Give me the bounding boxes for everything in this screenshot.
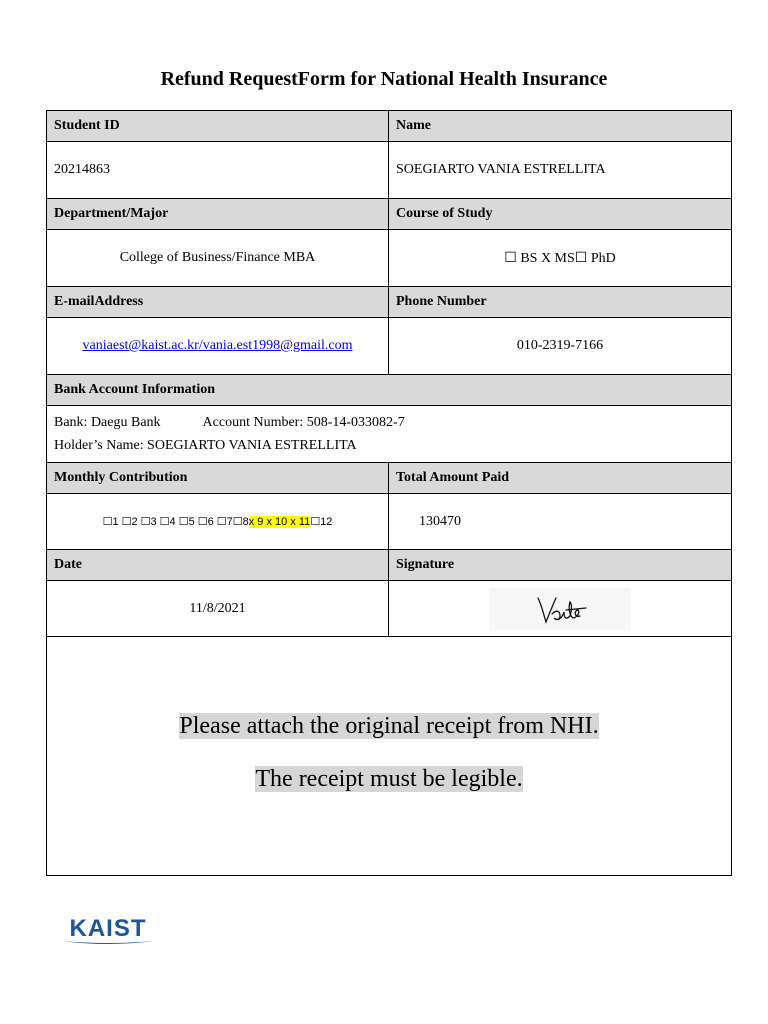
value-row-bank — [47, 406, 731, 463]
email-cell — [47, 318, 389, 374]
value-row-id-name — [47, 142, 731, 199]
name-value: SOEGIARTO VANIA ESTRELLITA — [396, 162, 606, 177]
kaist-logo — [58, 914, 158, 948]
holder-name: Holder’s Name: SOEGIARTO VANIA ESTRELLITA — [54, 438, 357, 453]
header-row-monthly-total — [47, 463, 731, 494]
department-label: Department/Major — [47, 199, 389, 229]
signature-image — [489, 588, 631, 630]
student-id-value: 20214863 — [47, 142, 389, 198]
header-row-email-phone — [47, 287, 731, 318]
header-row-date-signature — [47, 550, 731, 581]
bank-line — [54, 411, 405, 434]
months-unchecked-before: ☐1 ☐2 ☐3 ☐4 ☐5 ☐6 ☐7☐8 — [102, 516, 249, 528]
name-label: Name — [389, 111, 731, 141]
value-row-date-signature — [47, 581, 731, 637]
value-row-dept-course — [47, 230, 731, 287]
value-row-monthly-total — [47, 494, 731, 550]
notice-line-2: The receipt must be legible. — [255, 766, 523, 792]
date-label: Date — [47, 550, 389, 580]
svg-text:KAIST: KAIST — [69, 915, 147, 942]
phone-label: Phone Number — [389, 287, 731, 317]
total-value: 130470 — [419, 513, 461, 529]
email-link[interactable]: vaniaest@kaist.ac.kr/vania.est1998@gmail.com — [82, 338, 353, 353]
header-row-dept-course — [47, 199, 731, 230]
signature-scribble — [530, 592, 590, 626]
notice-block — [47, 637, 731, 793]
monthly-label: Monthly Contribution — [47, 463, 389, 493]
value-row-email-phone — [47, 318, 731, 375]
bank-info — [47, 406, 731, 462]
phone-value: 010-2319-7166 — [516, 338, 604, 353]
course-label: Course of Study — [389, 199, 731, 229]
department-value: College of Business/Finance MBA — [47, 230, 389, 286]
total-label: Total Amount Paid — [389, 463, 731, 493]
bank-section-label: Bank Account Information — [47, 375, 731, 405]
form-title: Refund RequestForm for National Health Insurance — [160, 68, 608, 90]
account-number: Account Number: 508-14-033082-7 — [202, 415, 405, 430]
months-unchecked-after: ☐12 — [310, 516, 333, 528]
header-row-id-name — [47, 111, 731, 142]
notice-line-1: Please attach the original receipt from NHI. — [179, 713, 599, 739]
monthly-checkboxes — [47, 494, 389, 549]
bank-name: Bank: Daegu Bank — [54, 415, 161, 430]
student-id-label: Student ID — [47, 111, 389, 141]
refund-form — [46, 110, 732, 876]
signature-cell — [389, 581, 731, 636]
header-row-bank — [47, 375, 731, 406]
course-options: ☐ BS X MS☐ PhD — [504, 250, 616, 266]
email-label: E-mailAddress — [47, 287, 389, 317]
date-value: 11/8/2021 — [47, 581, 389, 636]
months-checked: x 9 x 10 x 11 — [248, 515, 311, 528]
signature-label: Signature — [389, 550, 731, 580]
